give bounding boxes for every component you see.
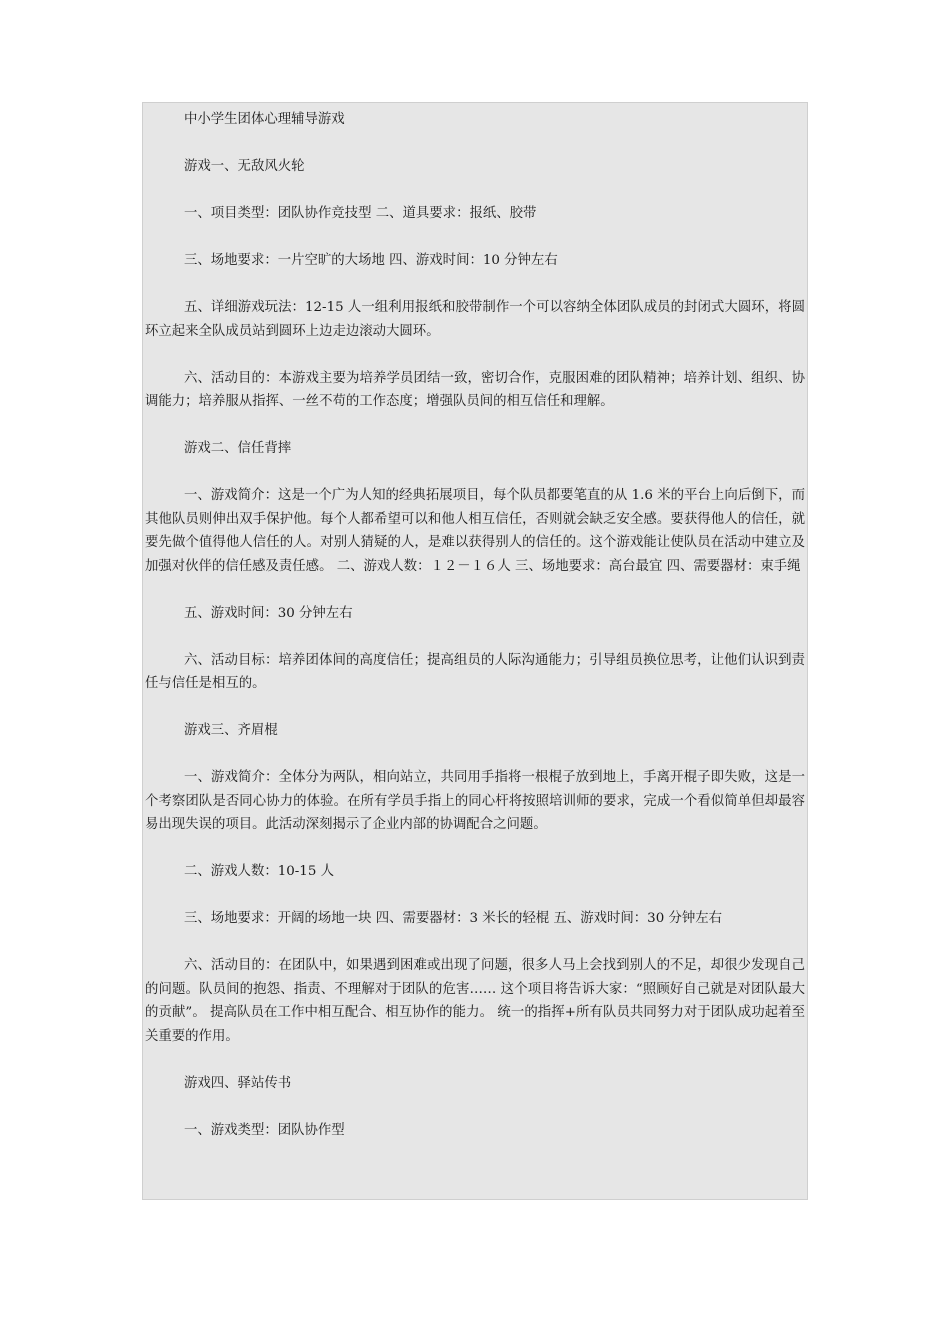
game-heading: 游戏一、无敌风火轮	[184, 159, 305, 174]
paragraph: 一、游戏简介：这是一个广为人知的经典拓展项目，每个队员都要笔直的从 1.6 米的平台上向后倒下，而其他队员则伸出双手保护他。每个人都希望可以和他人相互信任，否则就会缺乏安全感。要获得他人的信任，就要先做个值得他人信任的人。对别人猜疑的人，是难以获得别人的信任的。这个游戏能让使队员在活动中建立及加强对伙伴的信任感及责任感。 二、游戏人数：１２－１６人 三、场地要求：高台最宜 四、需要器材：束手绳	[145, 488, 805, 574]
paragraph: 二、游戏人数：10-15 人	[184, 864, 334, 879]
paragraph: 五、游戏时间：30 分钟左右	[184, 605, 353, 621]
document-title: 中小学生团体心理辅导游戏	[184, 112, 345, 127]
game-heading: 游戏三、齐眉棍	[184, 723, 278, 738]
paragraph: 一、游戏类型：团队协作型	[184, 1122, 345, 1138]
paragraph: 一、游戏简介：全体分为两队，相向站立，共同用手指将一根棍子放到地上，手离开棍子即失败，这是一个考察团队是否同心协力的体验。在所有学员手指上的同心杆将按照培训师的要求，完成一个看似简单但却最容易出现失误的项目。此活动深刻揭示了企业内部的协调配合之问题。	[145, 770, 805, 832]
paragraph: 三、场地要求：开阔的场地一块 四、需要器材：3 米长的轻棍 五、游戏时间：30 分钟左右	[184, 911, 723, 926]
paragraph: 五、详细游戏玩法：12-15 人一组利用报纸和胶带制作一个可以容纳全体团队成员的封闭式大圆环，将圆环立起来全队成员站到圆环上边走边滚动大圆环。	[145, 300, 805, 339]
paragraph: 六、活动目的：本游戏主要为培养学员团结一致，密切合作，克服困难的团队精神；培养计划、组织、协调能力；培养服从指挥、一丝不苟的工作态度；增强队员间的相互信任和理解。	[145, 370, 805, 409]
paragraph: 六、活动目标：培养团体间的高度信任；提高组员的人际沟通能力；引导组员换位思考，让他们认识到责任与信任是相互的。	[145, 652, 805, 691]
paragraph: 三、场地要求：一片空旷的大场地 四、游戏时间：10 分钟左右	[184, 253, 558, 268]
document-page	[142, 102, 808, 1200]
paragraph: 一、项目类型：团队协作竞技型 二、道具要求：报纸、胶带	[184, 206, 537, 221]
game-heading: 游戏二、信任背摔	[184, 441, 292, 456]
paragraph: 六、活动目的：在团队中，如果遇到困难或出现了问题，很多人马上会找到别人的不足，却很少发现自己的问题。队员间的抱怨、指责、不理解对于团队的危害…… 这个项目将告诉大家：“照顾好自己就是对团队最大的贡献”。 提高队员在工作中相互配合、相互协作的能力。 统一的指挥+所有队员共同努力对于团队成功起着至关重要的作用。	[145, 958, 805, 1044]
game-heading: 游戏四、驿站传书	[184, 1075, 292, 1091]
